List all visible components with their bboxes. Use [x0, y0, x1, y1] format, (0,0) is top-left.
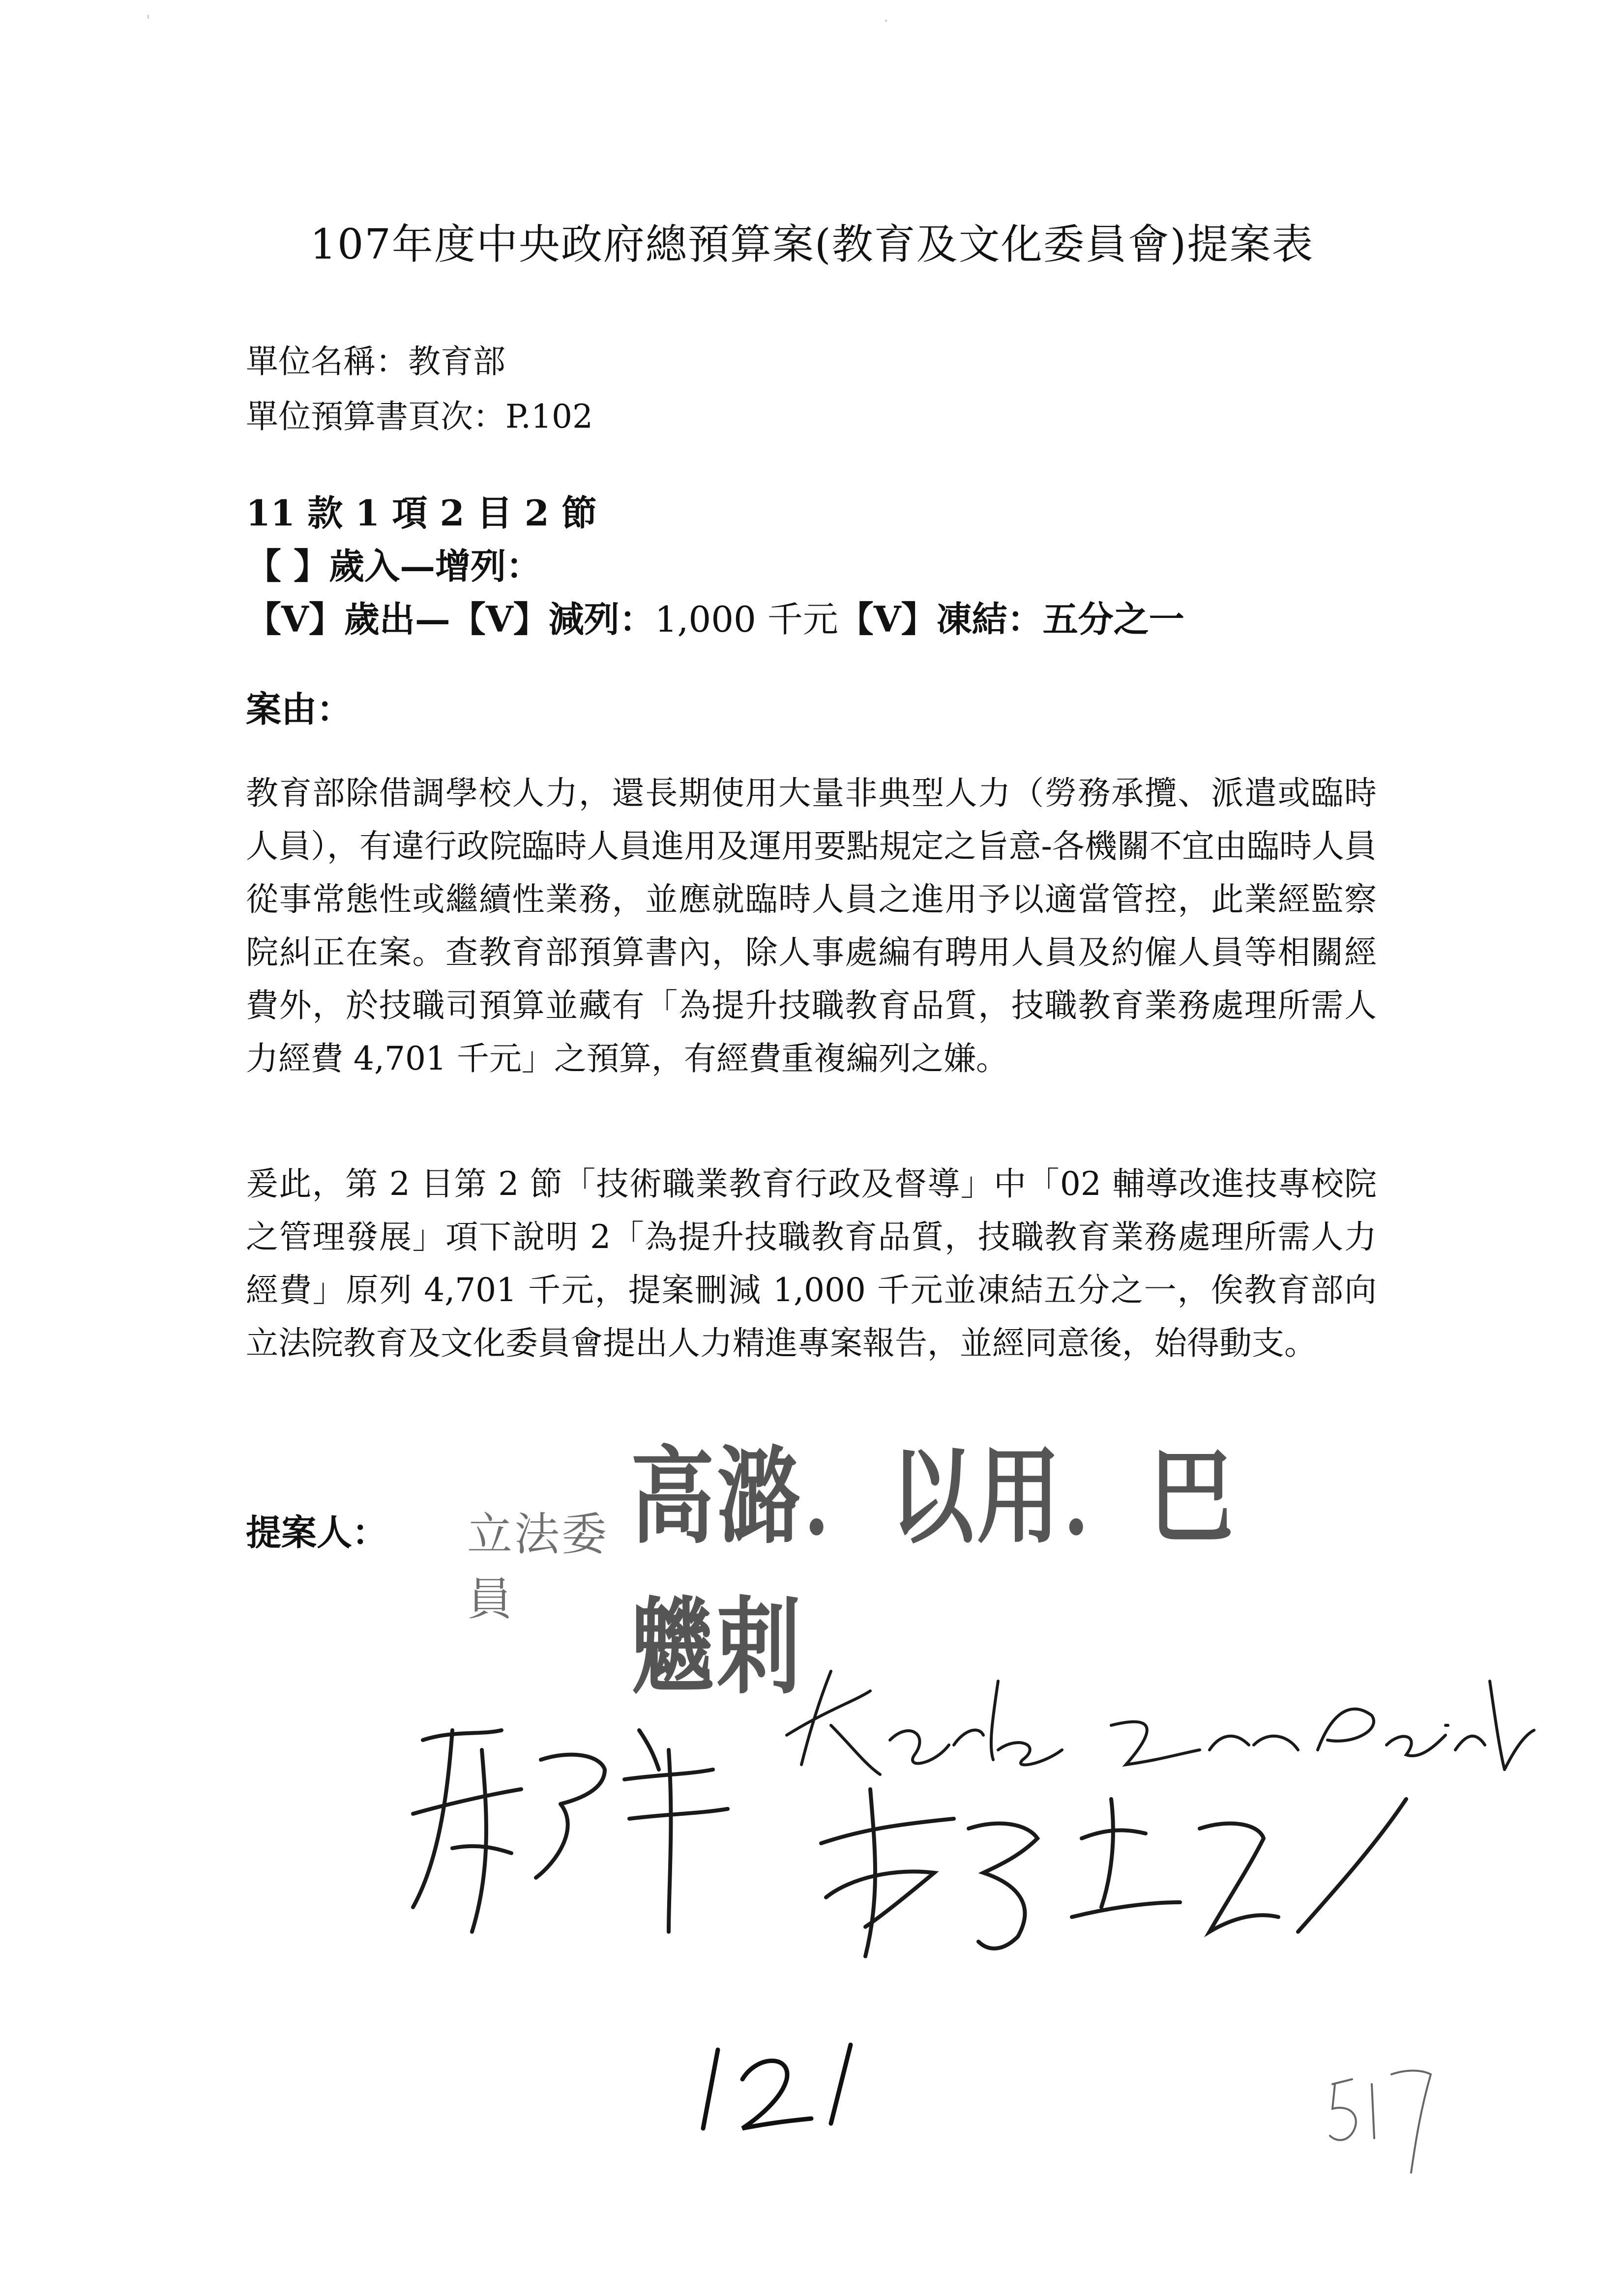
section-heading: 11 款 1 項 2 目 2 節 [246, 492, 597, 534]
unit-name: 單位名稱：教育部 [246, 343, 505, 380]
handwritten-page-number [688, 2035, 895, 2143]
budget-section [246, 487, 1184, 646]
scan-speck [148, 15, 149, 19]
handwritten-corner-number [1318, 2055, 1446, 2182]
stamp-name: 高潞．以用．巴魕剌 [630, 1435, 1237, 1709]
reason-paragraph-1: 教育部除借調學校人力，還長期使用大量非典型人力（勞務承攬、派遣或臨時人員），有違行政院臨時人員進用及運用要點規定之旨意-各機關不宜由臨時人員從事常態性或繼續性業務，並應就臨時人員之進用予以適當管控，此業經監察院糾正在案。查教育部預算書內，除人事處編有聘用人員及約僱人員等相關經費外，於技職司預算並藏有「為提升技職教育品質，技職教育業務處理所需人力經費 4,701 千元」之預算，有經費重複編列之嫌。 [246, 774, 1377, 1077]
legislator-stamp [467, 1435, 1244, 1709]
unit-info [246, 334, 593, 444]
signature-chinese-right [806, 1770, 1416, 1976]
reason-label: 案由： [246, 688, 353, 730]
stamp-prefix: 立法委員 [467, 1508, 609, 1626]
proposer-label: 提案人： [246, 1511, 388, 1553]
document-title: 107年度中央政府總預算案(教育及文化委員會)提案表 [310, 220, 1314, 268]
signature-chinese-left [393, 1701, 747, 1956]
freeze-label: 【V】凍結：五分之一 [838, 598, 1184, 640]
expenditure-amount: 1,000 千元 [654, 599, 838, 640]
expenditure-line [246, 593, 1184, 646]
reason-paragraph-2: 爰此，第 2 目第 2 節「技術職業教育行政及督導」中「02 輔導改進技專校院之管理發展」項下說明 2「為提升技職教育品質，技職教育業務處理所需人力經費」原列 4,701 千元，提案刪減 1,000 千元並凍結五分之一，俟教育部向立法院教育及文化委員會提出人力精進專案報告，並經同意後，始得動支。 [246, 1165, 1377, 1362]
revenue-line: 【 】歲入—增列： [246, 545, 542, 587]
scan-speck [885, 20, 887, 22]
unit-budget-page: 單位預算書頁次：P.102 [246, 398, 593, 436]
expenditure-cut-label: 【V】歲出—【V】減列： [246, 598, 655, 640]
